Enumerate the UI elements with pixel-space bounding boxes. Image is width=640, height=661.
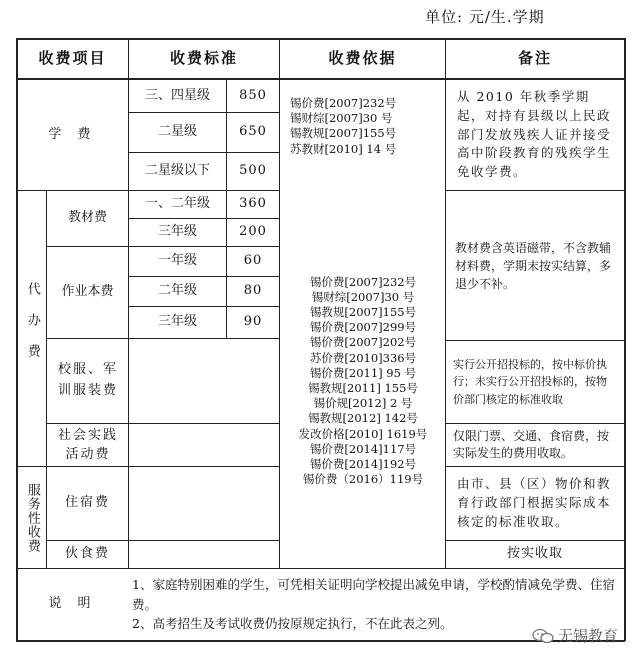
service-label: 服务性收费 xyxy=(24,482,40,553)
tuition-level: 二星级 xyxy=(157,124,197,140)
note-line: 1、家庭特别困难的学生，可凭相关证明向学校提出减免申请，学校酌情减免学费、住宿费。 xyxy=(132,577,615,612)
workbook-grade: 一年级 xyxy=(157,253,197,269)
tuition-level: 二星级以下 xyxy=(144,163,210,179)
basis-line: 锡价费[2014]192号 xyxy=(309,456,417,471)
basis-line: 锡价费[2007]232号 xyxy=(309,274,417,289)
watermark xyxy=(532,625,618,646)
note-line: 2、高考招生及考试收费仍按原规定执行，不在此表之列。 xyxy=(132,616,453,632)
tuition-fee: 650 xyxy=(239,124,267,140)
basis-line: 锡财综[2007]30 号 xyxy=(290,111,393,126)
basis-line: 锡价费[2011] 95 号 xyxy=(309,365,417,380)
workbook-grade: 三年级 xyxy=(157,314,197,330)
tuition-remark: 从 2010 年秋季学期起，对持有县级以上民政部门发放残疾人证并接受高中阶段教育的残疾学生免收学费。 xyxy=(457,89,612,180)
basis-line: 苏教财[2010] 14 号 xyxy=(290,141,397,156)
wechat-icon xyxy=(532,628,554,644)
tuition-fee: 850 xyxy=(239,87,267,103)
textbook-fee: 360 xyxy=(239,196,267,212)
basis-line: 锡教规[2007]155号 xyxy=(290,126,397,141)
agency-basis xyxy=(281,256,445,506)
meals-label: 伙食费 xyxy=(64,546,110,562)
tuition-label: 学 费 xyxy=(48,126,97,142)
basis-line: 锡价费[2007]299号 xyxy=(309,320,417,335)
basis-line: 锡价费（2016）119号 xyxy=(302,472,424,487)
notes-label: 说 明 xyxy=(48,596,97,612)
basis-line: 苏价费[2010]336号 xyxy=(309,350,417,365)
basis-line: 锡教规[2012] 142号 xyxy=(308,411,418,426)
basis-line: 锡价费[2007]232号 xyxy=(290,96,397,110)
textbook-grade: 三年级 xyxy=(157,224,197,240)
header-item: 收费项目 xyxy=(38,49,107,68)
social-remark: 仅限门票、交通、食宿费，按实际发生的费用收取。 xyxy=(453,428,610,460)
header-standard: 收费标准 xyxy=(169,49,238,68)
basis-line: 锡财综[2007]30 号 xyxy=(311,289,415,304)
workbook-grade: 二年级 xyxy=(157,283,197,299)
basis-line: 锡价规[2012] 2 号 xyxy=(313,396,413,411)
workbook-label: 作业本费 xyxy=(61,284,114,300)
lodging-label: 住宿费 xyxy=(64,495,110,511)
header-basis: 收费依据 xyxy=(328,49,397,68)
tuition-basis xyxy=(282,80,442,190)
basis-line: 发改价格[2010] 1619号 xyxy=(298,426,428,441)
social-label: 社会实践活动费 xyxy=(57,427,118,462)
uniform-label: 校服、军训服装费 xyxy=(57,362,118,398)
workbook-fee: 80 xyxy=(243,283,263,299)
textbook-label: 教材费 xyxy=(67,210,107,226)
workbook-fee: 60 xyxy=(243,253,263,269)
textbook-fee: 200 xyxy=(239,224,267,240)
lodging-remark: 由市、县（区）物价和教育行政部门根据实际成本核定的标准收取。 xyxy=(457,476,612,529)
tuition-fee: 500 xyxy=(239,163,267,179)
basis-line: 锡价费[2014]117号 xyxy=(309,441,417,456)
agency-label: 代办费 xyxy=(24,282,40,375)
textbook-grade: 一、二年级 xyxy=(144,196,210,212)
basis-line: 锡教规[2007]155号 xyxy=(309,305,417,320)
workbook-fee: 90 xyxy=(243,314,263,330)
basis-line: 锡价费[2007]202号 xyxy=(309,335,417,350)
basis-line: 锡教规[2011] 155号 xyxy=(308,381,418,395)
books-remark: 教材费含英语磁带，不含教辅材料费，学期末按实结算，多退少不补。 xyxy=(455,240,612,291)
uniform-remark: 实行公开招投标的，按中标价执行；未实行公开招投标的，按物价部门核定的标准收取 xyxy=(453,358,607,406)
header-remark: 备注 xyxy=(517,49,552,68)
unit-label: 单位: 元/生.学期 xyxy=(425,8,545,26)
tuition-level: 三、四星级 xyxy=(144,87,210,103)
meals-remark: 按实收取 xyxy=(506,546,563,562)
watermark-text: 无锡教育 xyxy=(558,627,619,645)
